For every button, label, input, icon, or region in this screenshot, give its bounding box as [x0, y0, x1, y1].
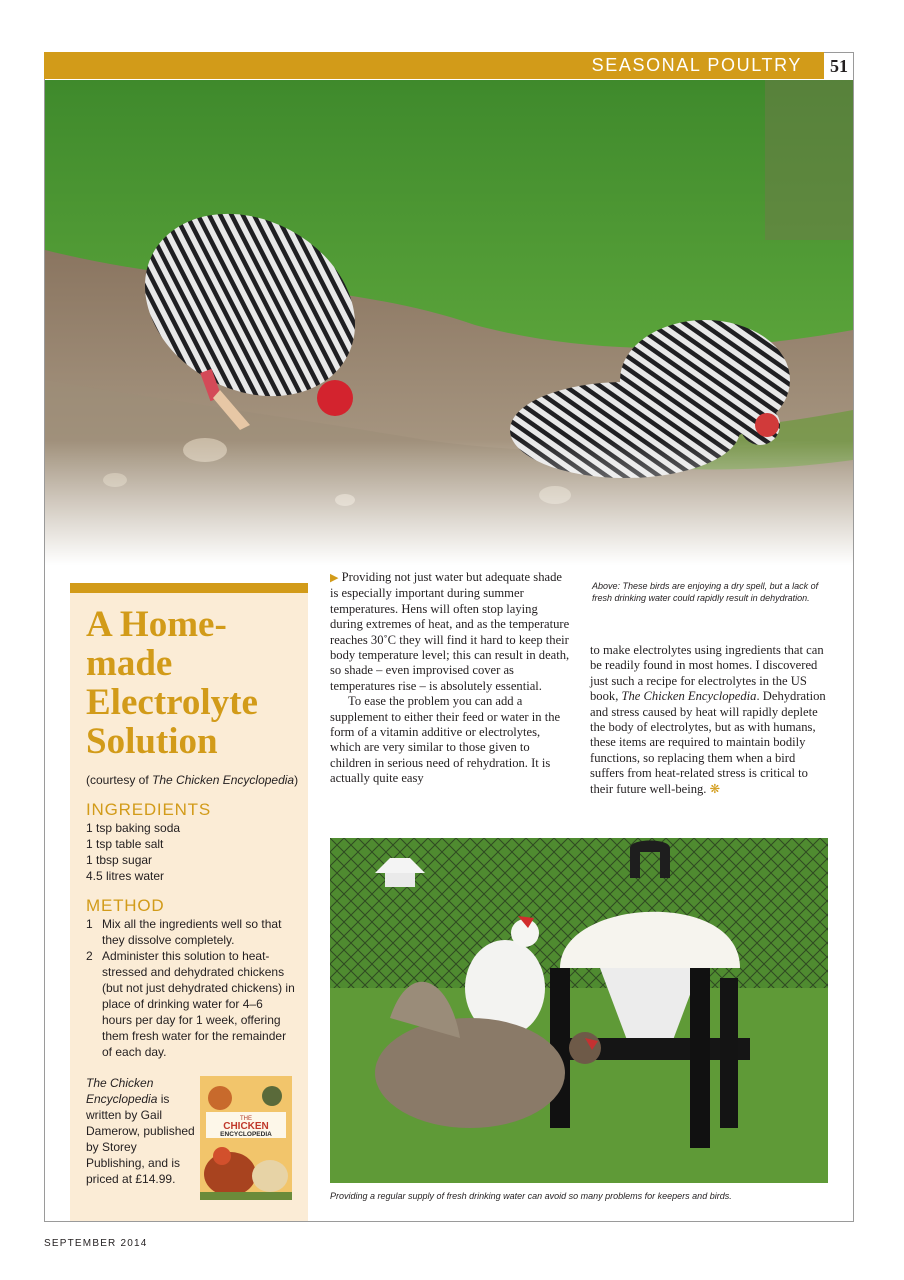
- page-number: 51: [830, 56, 848, 76]
- paragraph-text: to make electrolytes using ingredients that can be readily found in most homes. I discovered just such a recipe for electrolytes in the US book,: [590, 643, 824, 704]
- section-title: SEASONAL POULTRY: [591, 55, 802, 75]
- cover-chicken: CHICKEN: [223, 1121, 269, 1132]
- courtesy-prefix: (courtesy of: [86, 773, 153, 787]
- recipe-courtesy: [86, 772, 306, 788]
- ingredients-list: [86, 820, 301, 884]
- ingredient-item: 1 tsp baking soda: [86, 821, 181, 835]
- paragraph-arrow-icon: ▶: [330, 572, 339, 584]
- book-cover-image: [200, 1076, 292, 1200]
- book-note: [86, 1075, 198, 1187]
- hens-illustration: [45, 80, 853, 565]
- step-text: Administer this solution to heat-stressed and dehydrated chickens (but not just dehydrated chickens) in place of drinking water for 4–6 hours per day for 1 week, offering them fresh water for the remainder of each day.: [102, 949, 295, 1059]
- sidebar-accent-rule: [70, 583, 308, 593]
- ingredient-item: 4.5 litres water: [86, 869, 165, 883]
- method-heading: METHOD: [86, 896, 165, 915]
- courtesy-suffix: ): [294, 773, 299, 787]
- article-paragraph: [590, 643, 830, 797]
- recipe-title: A Home-made Electrolyte Solution: [86, 604, 258, 762]
- method-list: [86, 916, 296, 1060]
- ingredient-item: 1 tbsp sugar: [86, 853, 153, 867]
- article-column-1: [330, 570, 572, 787]
- photo-hens-drinker: [330, 838, 828, 1183]
- cover-the: THE: [240, 1116, 252, 1122]
- cover-encyclopedia: ENCYCLOPEDIA: [220, 1131, 272, 1138]
- book-cover-illustration: [200, 1076, 292, 1200]
- ingredients-heading: INGREDIENTS: [86, 800, 211, 819]
- article-paragraph: [330, 570, 572, 694]
- paragraph-text: Providing not just water but adequate shade is especially important during summer temperatures. Hens will often stop laying during extremes of heat, and as the temperature reaches 30˚C they will find it hard to keep their body temperature level; this can result in death, so shade – even improvised cover as temperatures rise – is absolutely essential.: [330, 570, 570, 693]
- step-number: 2: [86, 949, 93, 963]
- step-number: 1: [86, 917, 93, 931]
- caption-top-photo: Above: These birds are enjoying a dry spell, but a lack of fresh drinking water could rapidly result in dehydration.: [592, 581, 819, 603]
- article-paragraph: To ease the problem you can add a supplement to either their feed or water in the form of a vitamin additive or electrolytes, which are very similar to those given to children in serious need of rehydration. It is actually quite easy: [330, 694, 561, 786]
- photo-barred-hens: [45, 80, 853, 565]
- caption-bottom-photo: Providing a regular supply of fresh drinking water can avoid so many problems for keepers and birds.: [330, 1191, 732, 1201]
- drinker-illustration: [330, 838, 828, 1183]
- method-step: [86, 948, 296, 1060]
- end-mark-icon: ❋: [709, 781, 721, 796]
- book-title-inline: The Chicken Encyclopedia: [621, 689, 757, 704]
- courtesy-book-title: The Chicken Encyclopedia: [152, 773, 295, 787]
- method-step: [86, 916, 296, 948]
- article-column-2: [590, 643, 830, 797]
- book-note-text: is written by Gail Damerow, published by Storey Publishing, and is priced at £14.99.: [86, 1092, 195, 1186]
- paragraph-text: . Dehydration and stress caused by heat will rapidly deplete the body of electrolytes, but as with humans, these items are required to maintain bodily functions, so replacing them when a bird suffers from heat-related stress is critical to their future well-being.: [590, 689, 826, 796]
- issue-footer: SEPTEMBER 2014: [44, 1238, 148, 1249]
- section-header-bar: [44, 52, 824, 79]
- book-note-title: The Chicken Encyclopedia: [86, 1076, 158, 1106]
- ingredient-item: 1 tsp table salt: [86, 837, 164, 851]
- step-text: Mix all the ingredients well so that they dissolve completely.: [102, 917, 282, 947]
